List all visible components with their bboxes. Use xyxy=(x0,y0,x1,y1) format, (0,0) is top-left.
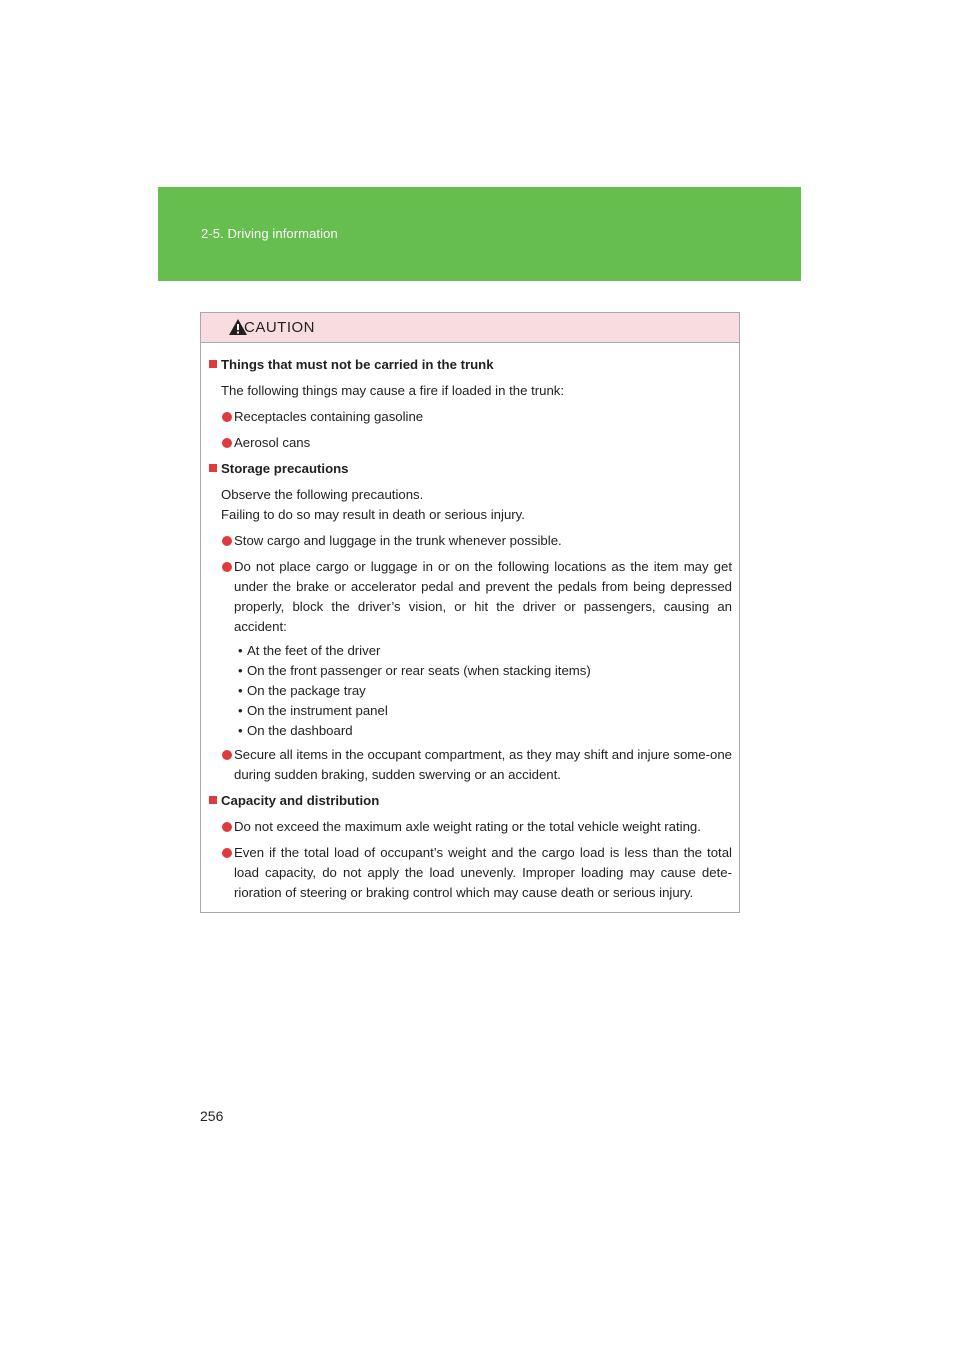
bullet-dot-icon xyxy=(222,562,232,572)
sub-list-item-text: On the dashboard xyxy=(247,723,353,738)
section-heading-text: Capacity and distribution xyxy=(221,793,380,808)
sub-list-item-text: On the front passenger or rear seats (when stacking items) xyxy=(247,663,591,678)
bullet-dot-icon xyxy=(222,536,232,546)
sub-list-item-text: At the feet of the driver xyxy=(247,643,381,658)
section-heading xyxy=(201,459,739,479)
list-item xyxy=(201,407,739,427)
section-title: 2-5. Driving information xyxy=(201,226,338,241)
caution-title: CAUTION xyxy=(244,319,315,336)
sub-list-item-text: On the instrument panel xyxy=(247,703,388,718)
square-bullet-icon xyxy=(209,360,217,368)
caution-header xyxy=(201,313,739,343)
bullet-dot-icon xyxy=(222,822,232,832)
bullet-dot-icon xyxy=(222,848,232,858)
intro-line: The following things may cause a fire if loaded in the trunk: xyxy=(221,383,565,398)
intro-line: Failing to do so may result in death or serious injury. xyxy=(221,507,525,522)
list-item xyxy=(201,557,739,637)
list-item-text: Do not place cargo or luggage in or on the following locations as the item may get under the brake or accelerator pedal and prevent the pedals from being depressed properly, block the driver’s vision, or hit the driver or passengers, causing an accident: xyxy=(234,559,732,634)
sub-list xyxy=(201,641,739,741)
caution-content xyxy=(201,355,739,909)
sub-list-item: • On the package tray xyxy=(238,683,366,698)
square-bullet-icon xyxy=(209,796,217,804)
list-item-text: Even if the total load of occupant’s weight and the cargo load is less than the total load capacity, do not apply the load unevenly. Improper loading may cause dete-rioration of steering or braking control which may cause death or serious injury. xyxy=(234,845,732,900)
intro-line: Observe the following precautions. xyxy=(221,487,424,502)
list-item xyxy=(201,745,739,785)
bullet-dot-icon xyxy=(222,750,232,760)
list-item-text: Secure all items in the occupant compartment, as they may shift and injure some-one during sudden braking, sudden swerving or an accident. xyxy=(234,747,732,782)
bullet-dot-icon xyxy=(222,412,232,422)
sub-list-item: • At the feet of the driver xyxy=(238,643,381,658)
sub-list-item: • On the instrument panel xyxy=(238,703,388,718)
sub-list-item-text: On the package tray xyxy=(247,683,366,698)
page-number: 256 xyxy=(200,1108,224,1124)
sub-list-item: • On the dashboard xyxy=(238,723,353,738)
list-item xyxy=(201,843,739,903)
square-bullet-icon xyxy=(209,464,217,472)
list-item xyxy=(201,817,739,837)
section-heading xyxy=(201,791,739,811)
bullet-dot-icon xyxy=(222,438,232,448)
section-intro xyxy=(201,381,739,401)
list-item xyxy=(201,531,739,551)
list-item-text: Do not exceed the maximum axle weight rating or the total vehicle weight rating. xyxy=(234,819,701,834)
section-intro xyxy=(201,485,739,525)
list-item-text: Receptacles containing gasoline xyxy=(234,409,424,424)
section-heading-text: Things that must not be carried in the trunk xyxy=(221,357,494,372)
section-heading-text: Storage precautions xyxy=(221,461,349,476)
section-heading xyxy=(201,355,739,375)
list-item xyxy=(201,433,739,453)
list-item-text: Stow cargo and luggage in the trunk whenever possible. xyxy=(234,533,562,548)
sub-list-item: • On the front passenger or rear seats (when stacking items) xyxy=(238,663,591,678)
list-item-text: Aerosol cans xyxy=(234,435,311,450)
caution-box xyxy=(200,312,740,913)
